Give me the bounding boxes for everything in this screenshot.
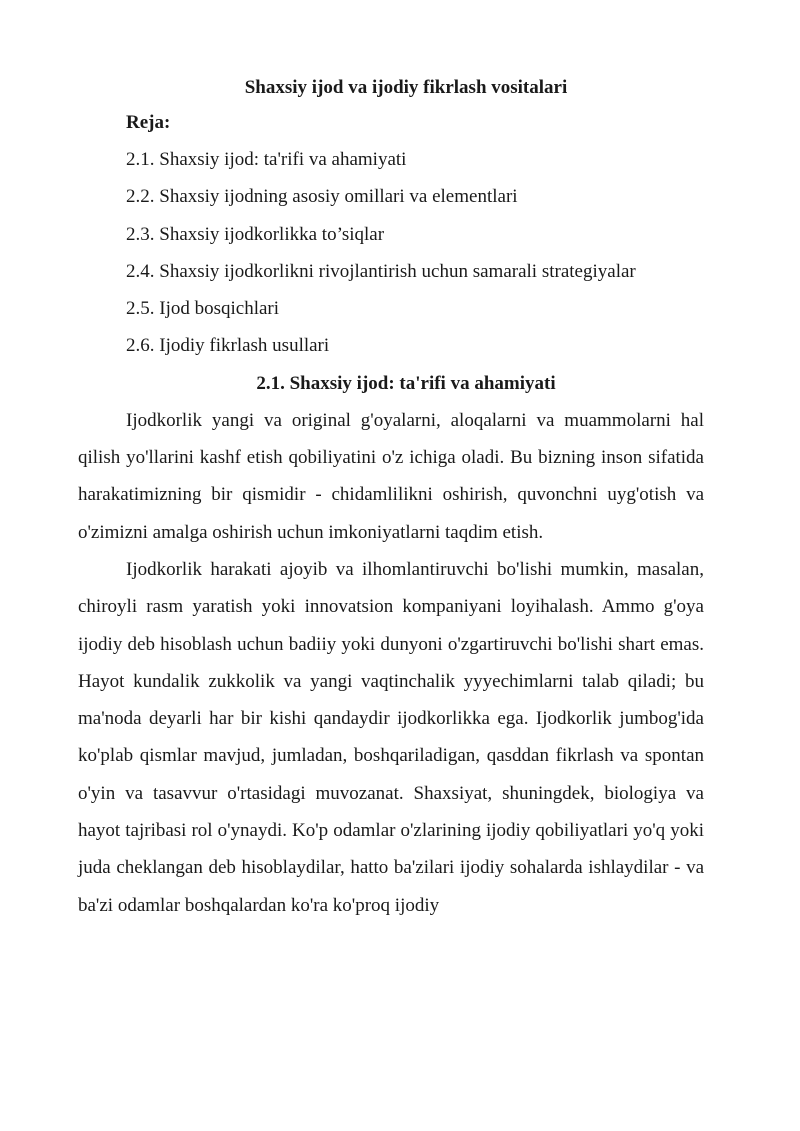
plan-item: 2.4. Shaxsiy ijodkorlikni rivojlantirish uchun samarali strategiyalar xyxy=(126,260,636,282)
body-paragraph: Ijodkorlik harakati ajoyib va ilhomlantiruvchi bo'lishi mumkin, masalan, chiroyli rasm yaratish yoki innovatsion kompaniyani loyihalash. Ammo g'oya ijodiy deb hisoblash uchun badiiy yoki dunyoni o'zgartiruvchi bo'lishi shart emas. Hayot kundalik zukkolik va yangi vaqtinchalik yyyechimlarni talab qiladi; bu ma'noda deyarli har bir kishi qandaydir ijodkorlikka ega. Ijodkorlik jumbog'ida ko'plab qismlar mavjud, jumladan, boshqariladigan, qasddan fikrlash va spontan o'yin va tasavvur o'rtasidagi muvozanat. Shaxsiyat, shuningdek, biologiya va hayot tajribasi rol o'ynaydi. Ko'p odamlar o'zlarining ijodiy qobiliyatlari yo'q yoki juda cheklangan deb hisoblaydilar, hatto ba'zilari ijodiy sohalarda ishlaydilar - va ba'zi odamlar boshqalardan ko'ra ko'proq ijodiy xyxy=(78,558,704,916)
plan-item: 2.3. Shaxsiy ijodkorlikka to’siqlar xyxy=(126,223,385,245)
section-heading: 2.1. Shaxsiy ijod: ta'rifi va ahamiyati xyxy=(256,372,556,394)
plan-list xyxy=(78,141,704,365)
document-page xyxy=(78,72,704,924)
body-paragraph: Ijodkorlik yangi va original g'oyalarni, aloqalarni va muammolarni hal qilish yo'llarini kashf etish qobiliyatini o'z ichiga oladi. Bu bizning inson sifatida harakatimizning bir qismidir - chidamlilikni oshirish, quvonchni uyg'otish va o'zimizni amalga oshirish uchun imkoniyatlarni taqdim etish. xyxy=(78,409,704,543)
plan-item: 2.6. Ijodiy fikrlash usullari xyxy=(126,335,330,357)
plan-item: 2.2. Shaxsiy ijodning asosiy omillari va elementlari xyxy=(126,186,518,208)
plan-item: 2.1. Shaxsiy ijod: ta'rifi va ahamiyati xyxy=(126,149,407,170)
plan-heading: Reja: xyxy=(126,112,171,133)
plan-item: 2.5. Ijod bosqichlari xyxy=(126,298,280,320)
document-title: Shaxsiy ijod va ijodiy fikrlash vositalari xyxy=(244,77,568,98)
